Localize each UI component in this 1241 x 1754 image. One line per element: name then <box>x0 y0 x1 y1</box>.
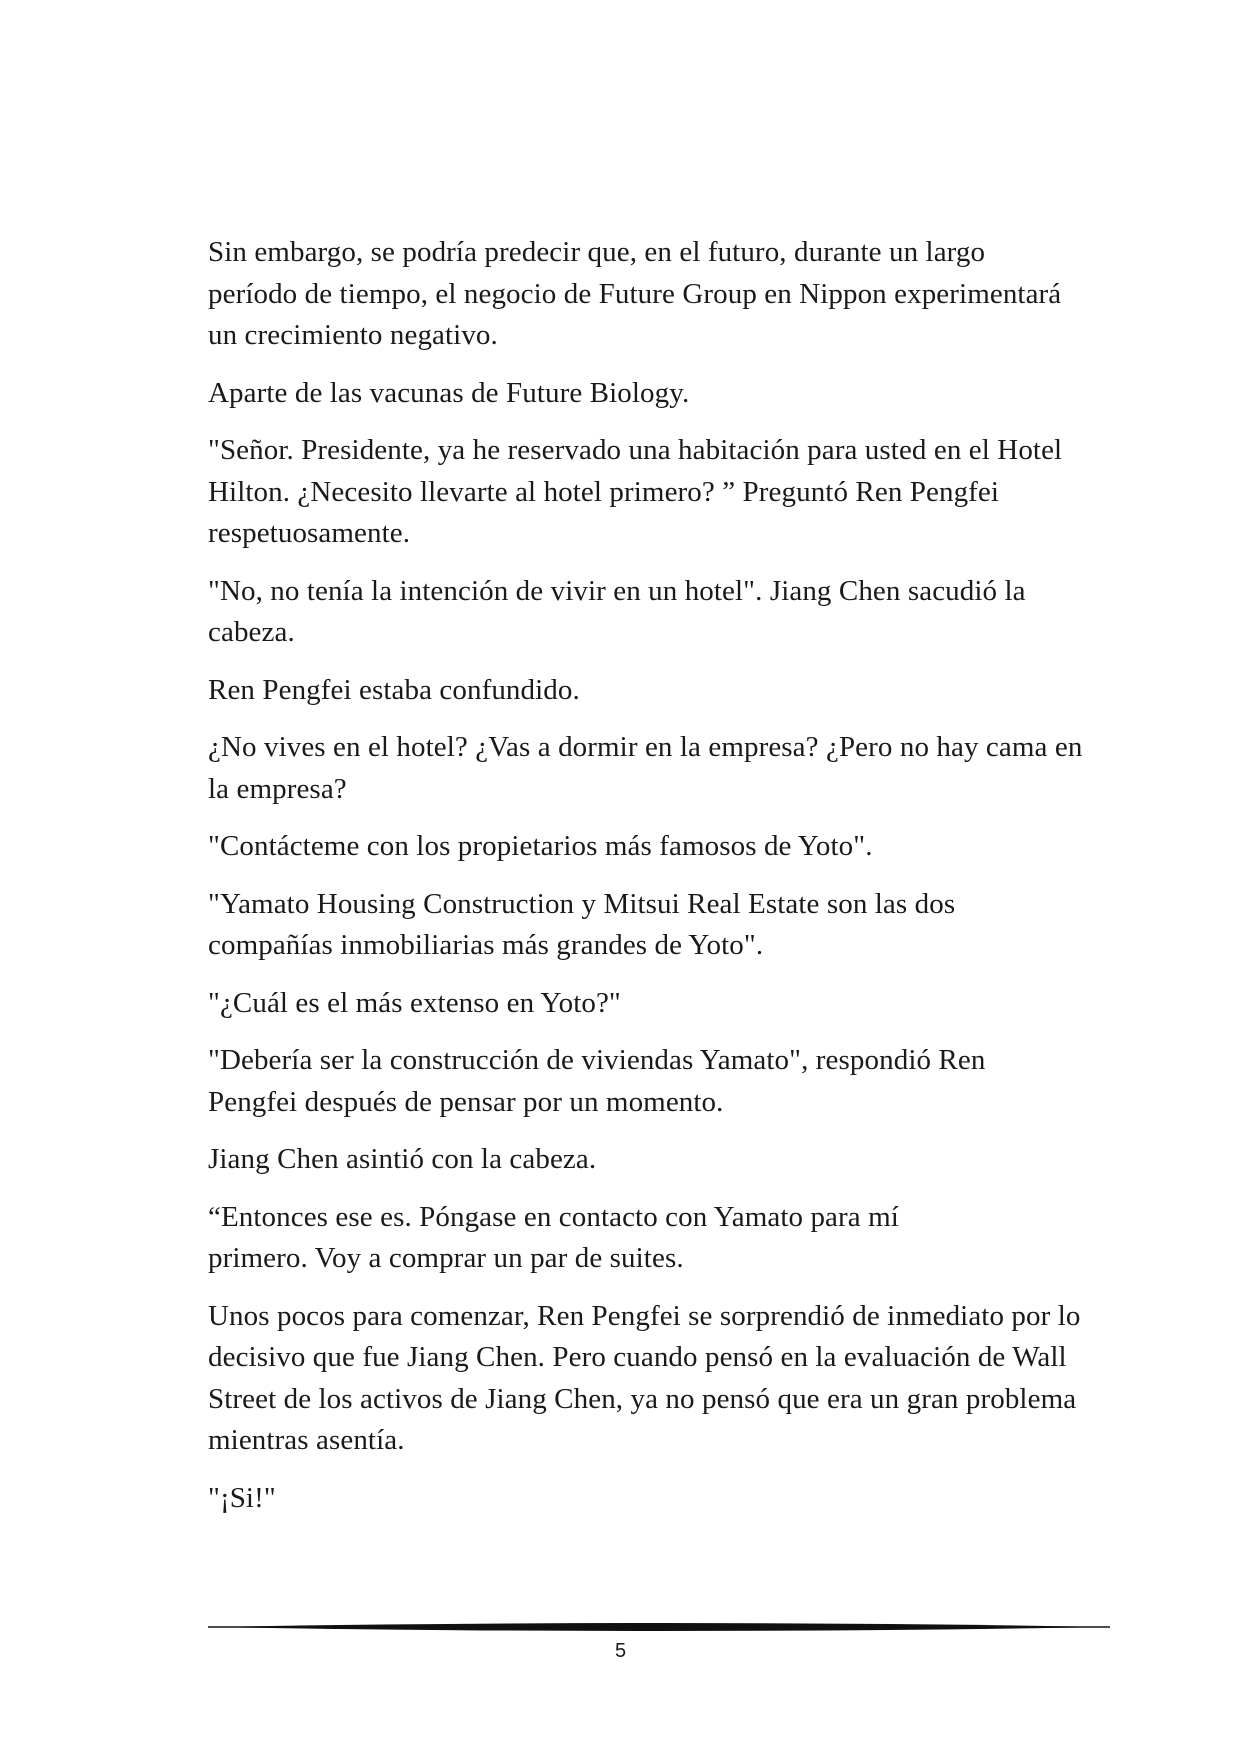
paragraph-8: "Yamato Housing Construction y Mitsui Real Estate son las dos compañías inmobiliarias más grandes de Yoto". <box>208 887 956 961</box>
paragraph-6: ¿No vives en el hotel? ¿Vas a dormir en la empresa? ¿Pero no hay cama en la empresa? <box>208 731 1083 805</box>
paragraph-1: Sin embargo, se podría predecir que, en el futuro, durante un largo período de tiempo, el negocio de Future Group en Nippon experimentará un crecimiento negativo. <box>208 236 1062 351</box>
paragraph-12: “Entonces ese es. Póngase en contacto con Yamato para mí primero. Voy a comprar un par de suites. <box>208 1200 899 1274</box>
document-body <box>208 232 1088 1535</box>
paragraph-14: "¡Si!" <box>208 1481 276 1514</box>
paragraph-7: "Contácteme con los propietarios más famosos de Yoto". <box>208 830 873 862</box>
paragraph-13: Unos pocos para comenzar, Ren Pengfei se sorprendió de inmediato por lo decisivo que fue Jiang Chen. Pero cuando pensó en la evaluación de Wall Street de los activos de Jiang Chen, ya no pensó que era un gran problema mientras asentía. <box>208 1299 1081 1456</box>
paragraph-11: Jiang Chen asintió con la cabeza. <box>208 1143 597 1175</box>
page-number: 5 <box>614 1640 627 1662</box>
paragraph-2: Aparte de las vacunas de Future Biology. <box>208 376 690 409</box>
paragraph-9: "¿Cuál es el más extenso en Yoto?" <box>208 986 621 1019</box>
paragraph-5: Ren Pengfei estaba confundido. <box>208 673 580 706</box>
paragraph-10: "Debería ser la construcción de viviendas Yamato", respondió Ren Pengfei después de pensar por un momento. <box>208 1044 986 1118</box>
paragraph-4: "No, no tenía la intención de vivir en un hotel". Jiang Chen sacudió la cabeza. <box>208 574 1026 648</box>
paragraph-3: "Señor. Presidente, ya he reservado una habitación para usted en el Hotel Hilton. ¿Necesito llevarte al hotel primero? ” Preguntó Ren Pengfei respetuosamente. <box>208 434 1063 549</box>
footer-rule <box>208 1620 1110 1634</box>
